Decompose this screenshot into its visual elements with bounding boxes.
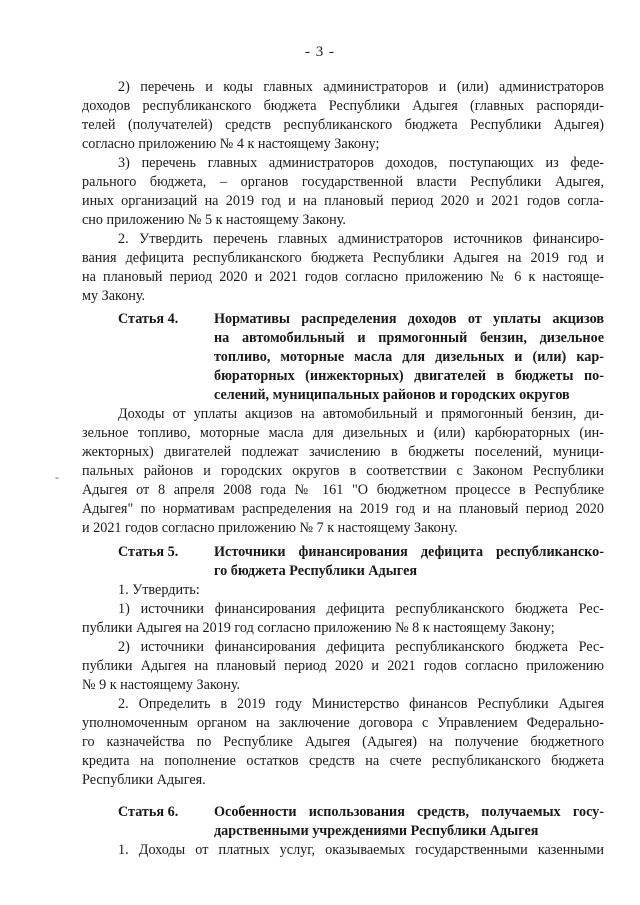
paragraph-line: сно приложению № 5 к настоящему Закону. <box>82 212 346 228</box>
article-4-title-line: на автомобильный и прямогонный бензин, дизельное <box>214 330 604 346</box>
paragraph-line: вания дефицита республиканского бюджета Республики Адыгея на 2019 год и <box>82 250 604 266</box>
paragraph-line: рального бюджета, – органов государственной власти Республики Адыгея, <box>82 174 604 190</box>
paragraph-line: и 2021 годов согласно приложению № 7 к настоящему Закону. <box>82 520 458 536</box>
paragraph-line: телей (получателей) средств республиканского бюджета Республики Адыгея) <box>82 117 604 133</box>
paragraph-line: согласно приложению № 4 к настоящему Закону; <box>82 136 380 152</box>
paragraph-line: 1) источники финансирования дефицита республиканского бюджета Рес- <box>118 601 604 617</box>
paragraph-line: му Закону. <box>82 288 146 304</box>
article-6-label: Статья 6. <box>118 804 179 820</box>
article-4-title-line: Нормативы распределения доходов от уплаты акцизов <box>214 311 604 327</box>
paragraph-line: 2. Определить в 2019 году Министерство финансов Республики Адыгея <box>118 696 604 712</box>
paragraph-line: 1. Доходы от платных услуг, оказываемых государственными казенными <box>118 842 604 858</box>
article-6-title-line: Особенности использования средств, получаемых госу- <box>214 804 604 820</box>
article-6-title-line: дарственными учреждениями Республики Адыгея <box>214 823 539 839</box>
paragraph-line: зельное топливо, моторные масла для дизельных и (или) карбюраторных (ин- <box>82 425 604 441</box>
paragraph-line: публики Адыгея на 2019 год согласно приложению № 8 к настоящему Закону; <box>82 620 555 636</box>
paragraph-line: 1. Утвердить: <box>118 582 200 598</box>
paragraph-line: жекторных) двигателей подлежат зачислению в бюджеты поселений, муници- <box>82 444 604 460</box>
paragraph-line: Доходы от уплаты акцизов на автомобильный и прямогонный бензин, ди- <box>118 406 604 422</box>
paragraph-line: 3) перечень главных администраторов доходов, поступающих из феде- <box>118 155 604 171</box>
paragraph-line: уполномоченным органом на заключение договора с Управлением Федерально- <box>82 715 604 731</box>
paragraph-line: 2. Утвердить перечень главных администраторов источников финансиро- <box>118 231 604 247</box>
page-number: - 3 - <box>305 44 335 60</box>
paragraph-line: 2) источники финансирования дефицита республиканского бюджета Рес- <box>118 639 604 655</box>
paragraph-line: Республики Адыгея. <box>82 772 206 788</box>
article-4-title-line: селений, муниципальных районов и городских округов <box>214 387 570 403</box>
paragraph-line: пальных районов и городских округов в соответствии с Законом Республики <box>82 463 604 479</box>
paragraph-line: Адыгея" по нормативам распределения на 2019 год и на плановый период 2020 <box>82 501 604 517</box>
paragraph-line: Адыгея от 8 апреля 2008 года № 161 "О бюджетном процессе в Республике <box>82 482 604 498</box>
article-4-title-line: бюраторных (инжекторных) двигателей в бюджеты по- <box>214 368 604 384</box>
article-5-title-line: Источники финансирования дефицита республиканско- <box>214 544 604 560</box>
article-5-label: Статья 5. <box>118 544 179 560</box>
paragraph-line: 2) перечень и коды главных администраторов и (или) администраторов <box>118 79 604 95</box>
article-4-label: Статья 4. <box>118 311 179 327</box>
article-5-title-line: го бюджета Республики Адыгея <box>214 563 418 579</box>
paragraph-line: на плановый период 2020 и 2021 годов согласно приложению № 6 к настояще- <box>82 269 604 285</box>
paragraph-line: № 9 к настоящему Закону. <box>82 677 241 693</box>
paragraph-line: го казначейства по Республике Адыгея (Адыгея) на получение бюджетного <box>82 734 604 750</box>
paragraph-line: доходов республиканского бюджета Республики Адыгея (главных распоряди- <box>82 98 604 114</box>
margin-mark: - <box>55 470 59 484</box>
paragraph-line: кредита на пополнение остатков средств на счете республиканского бюджета <box>82 753 604 769</box>
article-4-title-line: топливо, моторные масла для дизельных и (или) кар- <box>214 349 604 365</box>
paragraph-line: иных организаций на 2019 год и на плановый период 2020 и 2021 годов согла- <box>82 193 604 209</box>
paragraph-line: публики Адыгея на плановый период 2020 и 2021 годов согласно приложению <box>82 658 604 674</box>
